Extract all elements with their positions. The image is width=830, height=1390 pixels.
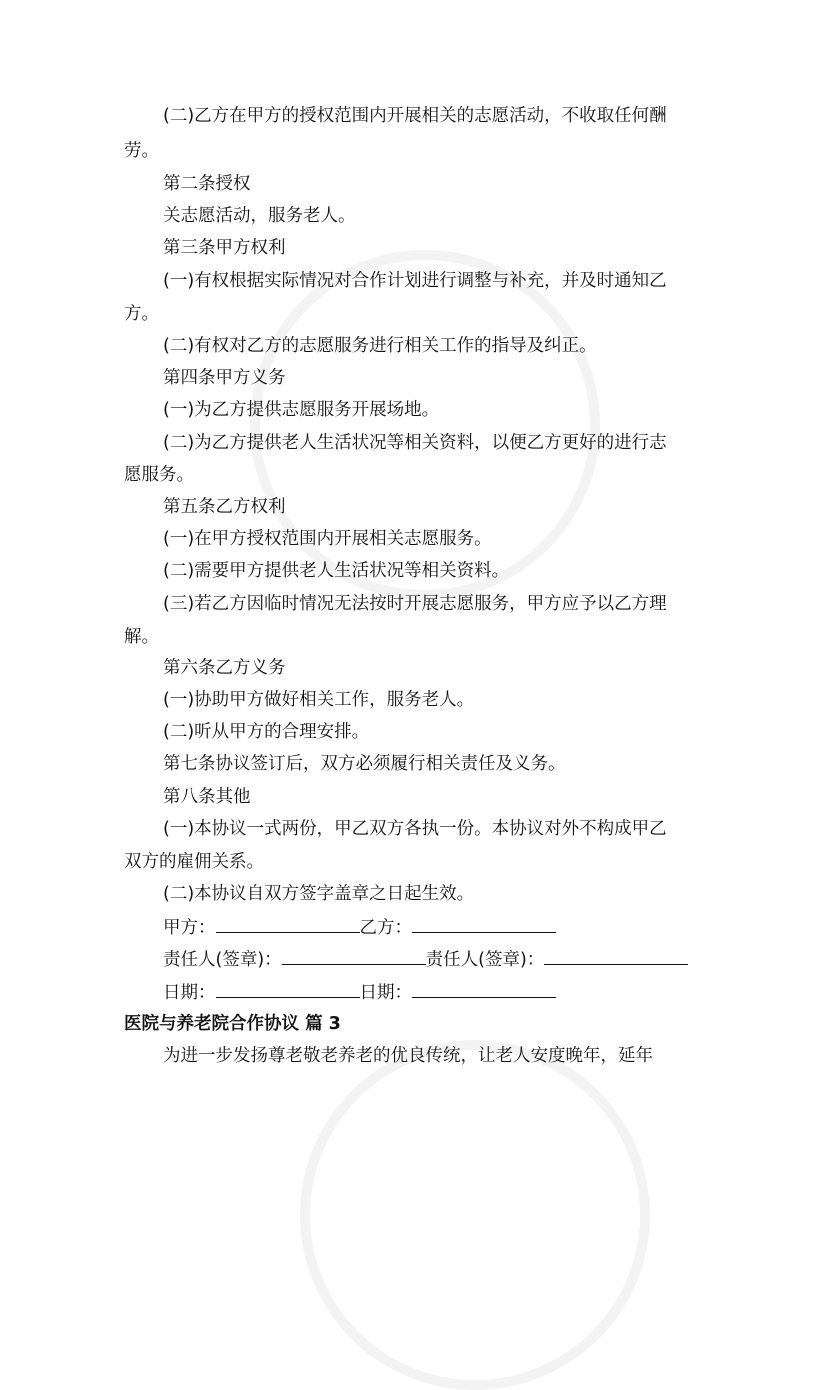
paragraph-line: (一)本协议一式两份，甲乙双方各执一份。本协议对外不构成甲乙 — [163, 819, 667, 839]
watermark-seal-bottom — [300, 1040, 650, 1390]
party-b-blank — [412, 914, 556, 933]
signature-row-responsible — [0, 946, 830, 972]
paragraph-line: 劳。 — [124, 141, 159, 161]
article-heading: 第八条其他 — [163, 787, 251, 807]
paragraph-line: 方。 — [124, 304, 159, 324]
paragraph-line: (一)有权根据实际情况对合作计划进行调整与补充，并及时通知乙 — [163, 271, 667, 291]
date-a-blank — [216, 979, 360, 998]
date-b-blank — [412, 979, 556, 998]
paragraph-line: (一)在甲方授权范围内开展相关志愿服务。 — [163, 529, 492, 549]
article-heading: 第三条甲方权利 — [163, 238, 286, 258]
paragraph-line: (一)协助甲方做好相关工作，服务老人。 — [163, 690, 475, 710]
paragraph-line: 为进一步发扬尊老敬老养老的优良传统，让老人安度晚年，延年 — [163, 1046, 653, 1066]
article-heading: 第二条授权 — [163, 174, 251, 194]
article-heading: 第四条甲方义务 — [163, 368, 286, 388]
paragraph-line: (二)为乙方提供老人生活状况等相关资料，以便乙方更好的进行志 — [163, 433, 667, 453]
signature-row-party — [0, 914, 830, 940]
resp-b-blank — [544, 946, 688, 965]
paragraph-line: 双方的雇佣关系。 — [124, 852, 264, 872]
paragraph-line: (三)若乙方因临时情况无法按时开展志愿服务，甲方应予以乙方理 — [163, 594, 667, 614]
resp-b-label: 责任人(签章)： — [425, 950, 545, 970]
paragraph-line: (二)听从甲方的合理安排。 — [163, 722, 370, 742]
paragraph-line: (二)乙方在甲方的授权范围内开展相关的志愿活动，不收取任何酬 — [163, 106, 667, 126]
paragraph-line: (一)为乙方提供志愿服务开展场地。 — [163, 400, 440, 420]
article-heading: 第六条乙方义务 — [163, 658, 286, 678]
date-b-label: 日期： — [359, 983, 412, 1003]
paragraph-line: 解。 — [124, 627, 159, 647]
signature-row-date — [0, 979, 830, 1005]
paragraph-line: (二)本协议自双方签字盖章之日起生效。 — [163, 884, 475, 904]
article-heading: 第七条协议签订后，双方必须履行相关责任及义务。 — [163, 754, 566, 774]
paragraph-line: 关志愿活动，服务老人。 — [163, 206, 356, 226]
section-title: 医院与养老院合作协议 篇 3 — [124, 1014, 341, 1034]
party-b-label: 乙方： — [359, 918, 412, 938]
party-a-blank — [216, 914, 360, 933]
paragraph-line: 愿服务。 — [124, 465, 194, 485]
article-heading: 第五条乙方权利 — [163, 497, 286, 517]
resp-a-label: 责任人(签章)： — [163, 950, 282, 970]
resp-a-blank — [282, 946, 426, 965]
paragraph-line: (二)有权对乙方的志愿服务进行相关工作的指导及纠正。 — [163, 336, 597, 356]
paragraph-line: (二)需要甲方提供老人生活状况等相关资料。 — [163, 561, 510, 581]
party-a-label: 甲方： — [163, 918, 216, 938]
date-a-label: 日期： — [163, 983, 216, 1003]
